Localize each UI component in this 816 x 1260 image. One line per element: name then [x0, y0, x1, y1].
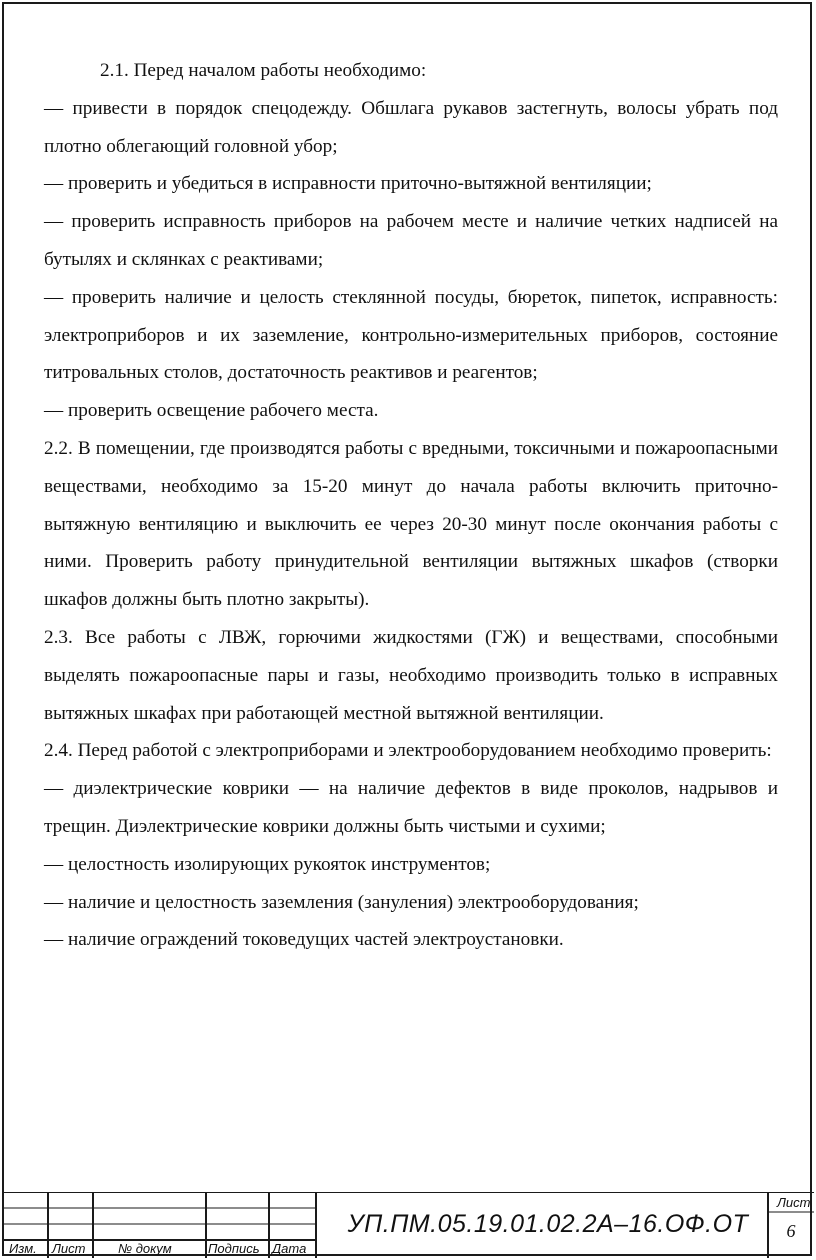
list-item: — диэлектрические коврики — на наличие дефектов в виде проколов, надрывов и трещин. Диэлектрические коврики должны быть чистыми и сухими; [44, 778, 778, 837]
list-item: — проверить наличие и целость стеклянной посуды, бюреток, пипеток, исправность: электроприборов и их заземление, контрольно-измерительных приборов, состояние титровальных столов, достаточность реактивов и реагентов; [44, 286, 778, 384]
list-item: — целостность изолирующих рукояток инструментов; [44, 853, 491, 875]
section-2-2-paragraph: 2.2. В помещении, где производятся работы с вредными, токсичными и пожароопасными веществами, необходимо за 15-20 минут до начала работы включить приточно-вытяжную вентиляцию и выключить ее через 20-30 минут после окончания работы с ними. Проверить работу принудительной вентиляции вытяжных шкафов (створки шкафов должны быть плотно закрыты). [44, 437, 778, 611]
section-2-4-paragraph: 2.4. Перед работой с электроприборами и электрооборудованием необходимо проверить: [44, 740, 772, 762]
stamp-col-data: Дата [272, 1241, 307, 1256]
section-2-1-heading: 2.1. Перед началом работы необходимо: [100, 60, 427, 81]
sheet-number: 6 [786, 1221, 796, 1241]
list-item: — наличие и целостность заземления (зануления) электрооборудования; [44, 891, 639, 913]
sheet-label: Лист [777, 1195, 811, 1210]
stamp-col-list: Лист [52, 1241, 86, 1256]
stamp-col-dokum: № докум [118, 1241, 172, 1256]
document-page [2, 2, 812, 1256]
section-2-3-paragraph: 2.3. Все работы с ЛВЖ, горючими жидкостями (ГЖ) и веществами, способными выделять пожароопасные пары и газы, необходимо производить только в исправных вытяжных шкафах при работающей местной вытяжной вентиляции. [44, 626, 778, 724]
list-item: — привести в порядок спецодежду. Обшлага рукавов застегнуть, волосы убрать под плотно облегающий головной убор; [44, 97, 778, 157]
list-item: — проверить освещение рабочего места. [44, 400, 379, 422]
document-body [44, 52, 778, 959]
stamp-col-izm: Изм. [9, 1241, 37, 1256]
stamp-col-podpis: Подпись [208, 1241, 260, 1256]
list-item: — проверить исправность приборов на рабочем месте и наличие четких надписей на бутылях и склянках с реактивами; [44, 211, 778, 270]
list-item: — наличие ограждений токоведущих частей электроустановки. [44, 929, 564, 951]
list-item: — проверить и убедиться в исправности приточно-вытяжной вентиляции; [44, 173, 652, 195]
document-code: УП.ПМ.05.19.01.02.2А–16.ОФ.ОТ [347, 1210, 749, 1238]
title-block [4, 1192, 814, 1258]
